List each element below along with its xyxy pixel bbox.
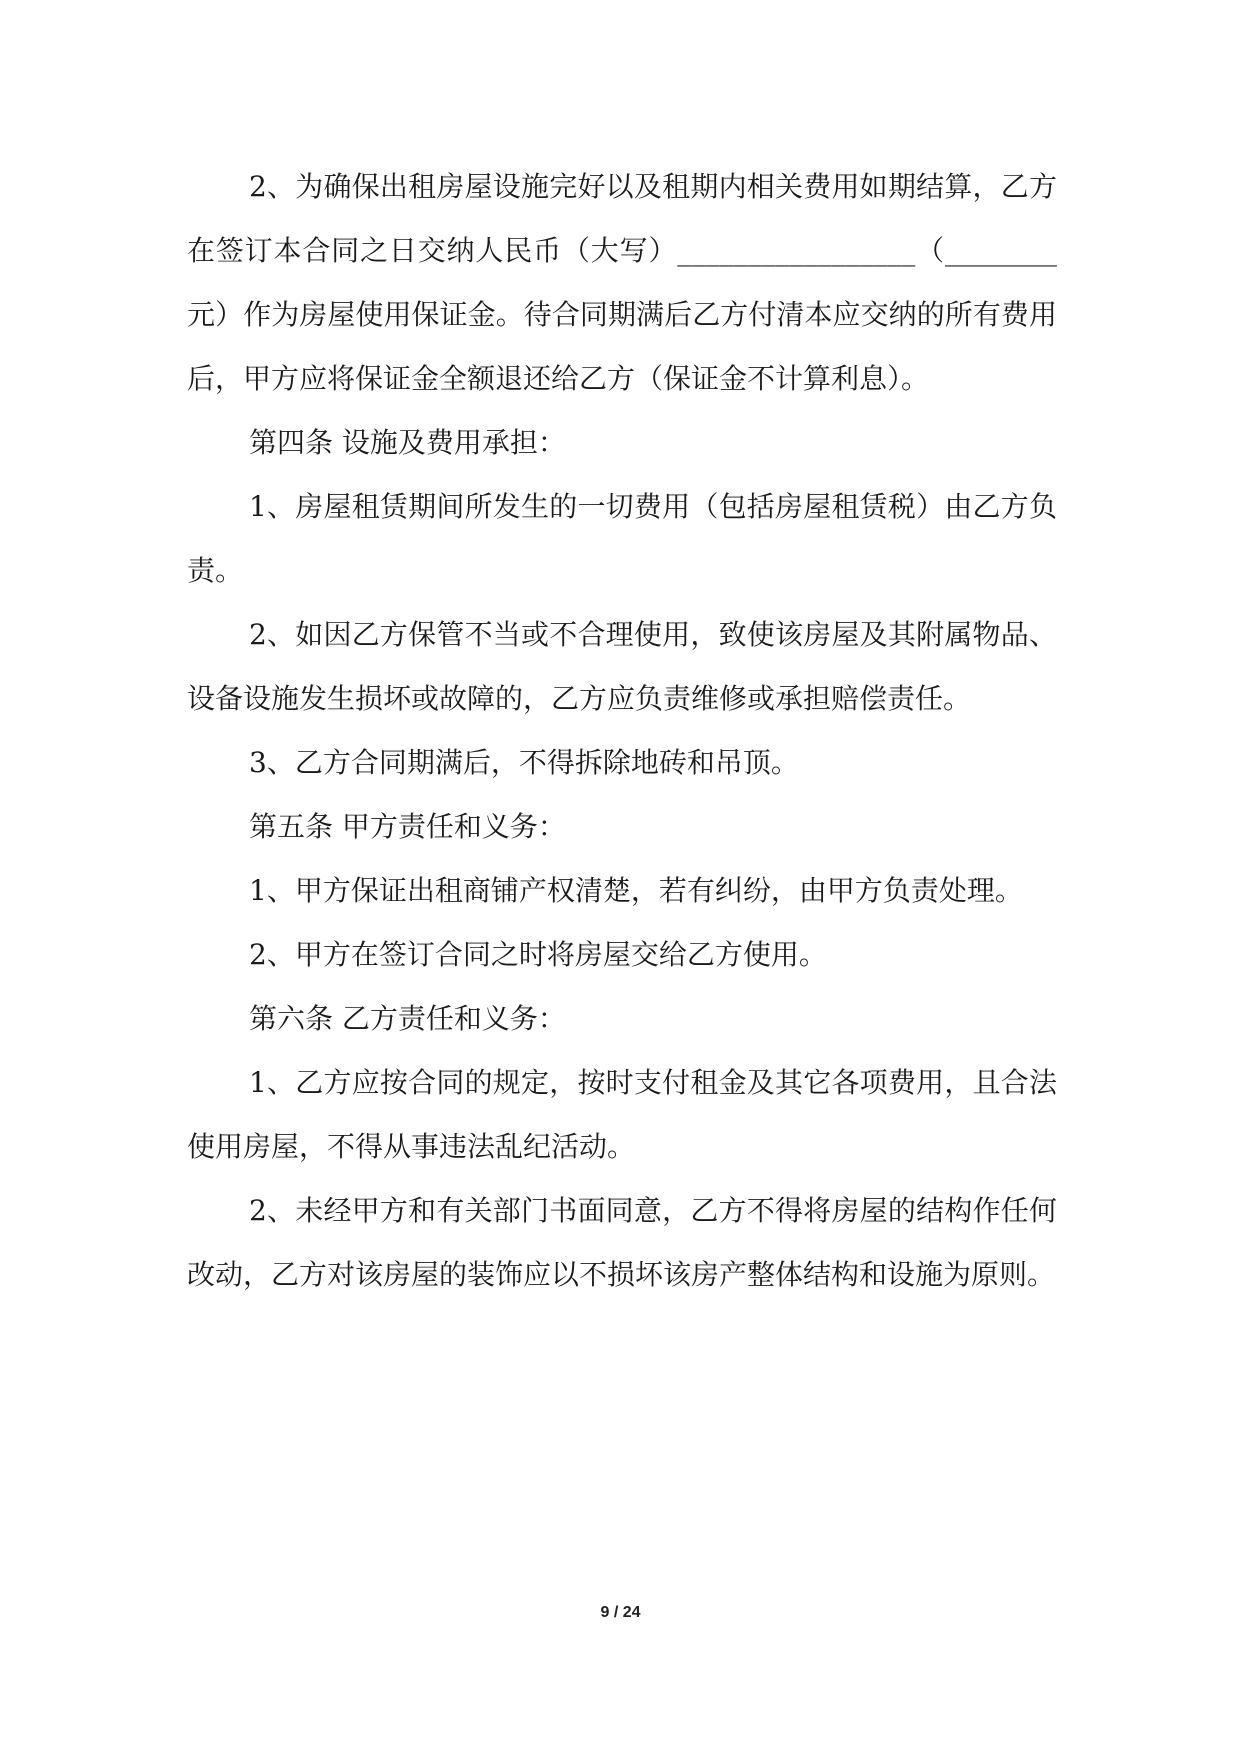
article-4-item-3: 3、乙方合同期满后，不得拆除地砖和吊顶。 (249, 746, 799, 779)
article-5-heading: 第五条 甲方责任和义务： (249, 810, 566, 843)
article-5-item-2: 2、甲方在签订合同之时将房屋交给乙方使用。 (249, 938, 827, 971)
article-4-item-2: 2、如因乙方保管不当或不合理使用，致使该房屋及其附属物品、设备设施发生损坏或故障的，乙方应负责维修或承担赔偿责任。 (187, 618, 1057, 715)
article-6-item-2: 2、未经甲方和有关部门书面同意，乙方不得将房屋的结构作任何改动，乙方对该房屋的装饰应以不损坏该房产整体结构和设施为原则。 (187, 1194, 1057, 1291)
article-5-item-1: 1、甲方保证出租商铺产权清楚，若有纠纷，由甲方负责处理。 (249, 874, 1023, 907)
clause-3-item-2: 2、为确保出租房屋设施完好以及租期内相关费用如期结算，乙方在签订本合同之日交纳人民币（大写）_________________（________元）作为房屋使用保证金。待合同期满后乙方付清本应交纳的所有费用后，甲方应将保证金全额退还给乙方（保证金不计算利息）。 (187, 170, 1057, 395)
page-number: 9 / 24 (600, 1604, 641, 1621)
document-body (187, 155, 1057, 1307)
article-6-heading: 第六条 乙方责任和义务： (249, 1002, 566, 1035)
article-6-item-1: 1、乙方应按合同的规定，按时支付租金及其它各项费用，且合法使用房屋，不得从事违法乱纪活动。 (187, 1066, 1057, 1163)
article-4-item-1: 1、房屋租赁期间所发生的一切费用（包括房屋租赁税）由乙方负责。 (187, 490, 1057, 587)
article-4-heading: 第四条 设施及费用承担： (249, 426, 566, 459)
